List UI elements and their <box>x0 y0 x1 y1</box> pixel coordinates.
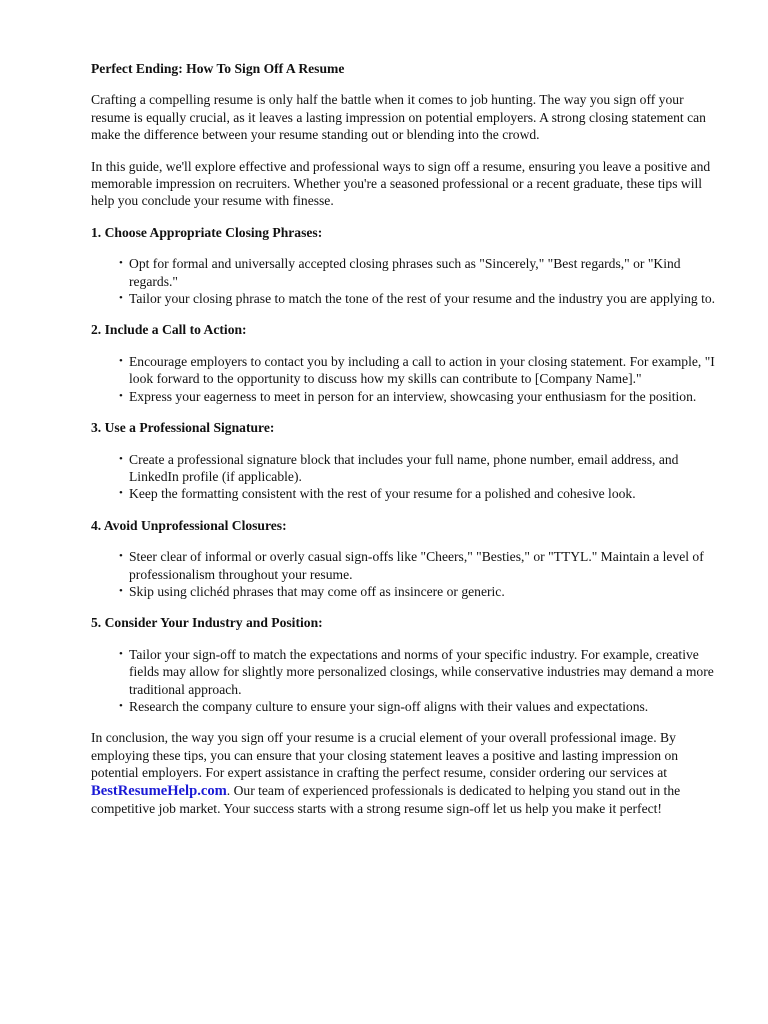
list-item <box>119 646 720 698</box>
list-item-text: Opt for formal and universally accepted closing phrases such as "Sincerely," "Best regards," or "Kind regards." <box>129 256 681 289</box>
bullet-list-industry-position <box>91 646 720 716</box>
bullet-list-unprofessional-closures <box>91 548 720 600</box>
list-item-text: Encourage employers to contact you by including a call to action in your closing statement. For example, "I look forward to the opportunity to discuss how my skills can contribute to [Company Name]." <box>129 353 715 387</box>
list-item <box>119 388 720 405</box>
section-heading-closing-phrases: 1. Choose Appropriate Closing Phrases: <box>91 224 323 240</box>
bullet-icon: • <box>119 292 123 305</box>
list-item <box>119 583 720 600</box>
bullet-icon: • <box>119 487 123 500</box>
list-item-text: Keep the formatting consistent with the rest of your resume for a polished and cohesive look. <box>129 486 636 502</box>
list-item <box>119 548 720 583</box>
bullet-list-closing-phrases <box>91 255 720 307</box>
list-item-text: Create a professional signature block that includes your full name, phone number, email address, and LinkedIn profile (if applicable). <box>129 451 679 484</box>
bullet-icon: • <box>119 699 123 712</box>
list-item-text: Research the company culture to ensure your sign-off aligns with their values and expectations. <box>129 698 649 714</box>
list-item <box>119 451 720 486</box>
document-title: Perfect Ending: How To Sign Off A Resume <box>91 61 345 76</box>
bullet-icon: • <box>119 550 123 563</box>
list-item <box>119 353 720 388</box>
section-heading-unprofessional-closures: 4. Avoid Unprofessional Closures: <box>91 517 287 533</box>
list-item-text: Skip using clichéd phrases that may come off as insincere or generic. <box>129 583 505 599</box>
bullet-list-professional-signature <box>91 451 720 503</box>
list-item <box>119 485 720 502</box>
intro-paragraph-2: In this guide, we'll explore effective and professional ways to sign off a resume, ensuring you leave a positive and memorable impression on recruiters. Whether you're a seasoned professional or a recent graduate, these tips will help you conclude your resume with finesse. <box>91 158 711 209</box>
section-heading-professional-signature: 3. Use a Professional Signature: <box>91 420 275 436</box>
section-heading-industry-position: 5. Consider Your Industry and Position: <box>91 615 323 631</box>
list-item-text: Tailor your closing phrase to match the tone of the rest of your resume and the industry you are applying to. <box>129 291 716 307</box>
section-heading-call-to-action: 2. Include a Call to Action: <box>91 322 247 338</box>
list-item <box>119 698 720 715</box>
conclusion-text-after-link: . Our team of experienced professionals is dedicated to helping you stand out in the competitive job market. Your success starts with a strong resume sign-off let us help you make it perfect! <box>91 782 681 816</box>
bullet-list-call-to-action <box>91 353 720 405</box>
list-item <box>119 290 720 307</box>
conclusion-paragraph <box>91 729 720 817</box>
bullet-icon: • <box>119 354 123 367</box>
bullet-icon: • <box>119 389 123 402</box>
list-item-text: Tailor your sign-off to match the expectations and norms of your specific industry. For example, creative fields may allow for slightly more personalized closings, while conservative industries may demand a more traditional approach. <box>129 646 714 697</box>
bullet-icon: • <box>119 257 123 270</box>
bullet-icon: • <box>119 584 123 597</box>
list-item-text: Express your eagerness to meet in person for an interview, showcasing your enthusiasm for the position. <box>129 388 697 404</box>
bullet-icon: • <box>119 647 123 660</box>
intro-paragraph-1: Crafting a compelling resume is only half the battle when it comes to job hunting. The way you sign off your resume is equally crucial, as it leaves a lasting impression on potential employers. A strong closing statement can make the difference between your resume standing out or blending into the crowd. <box>91 92 706 143</box>
list-item <box>119 255 720 290</box>
conclusion-text-before-link: In conclusion, the way you sign off your resume is a crucial element of your overall professional image. By employing these tips, you can ensure that your closing statement leaves a positive and lasting impression on potential employers. For expert assistance in crafting the perfect resume, consider ordering our services at <box>91 730 679 781</box>
list-item-text: Steer clear of informal or overly casual sign-offs like "Cheers," "Besties," or "TTYL." Maintain a level of professionalism throughout your resume. <box>129 549 704 582</box>
bullet-icon: • <box>119 452 123 465</box>
bestresumehelp-link[interactable]: BestResumeHelp.com <box>91 782 227 799</box>
